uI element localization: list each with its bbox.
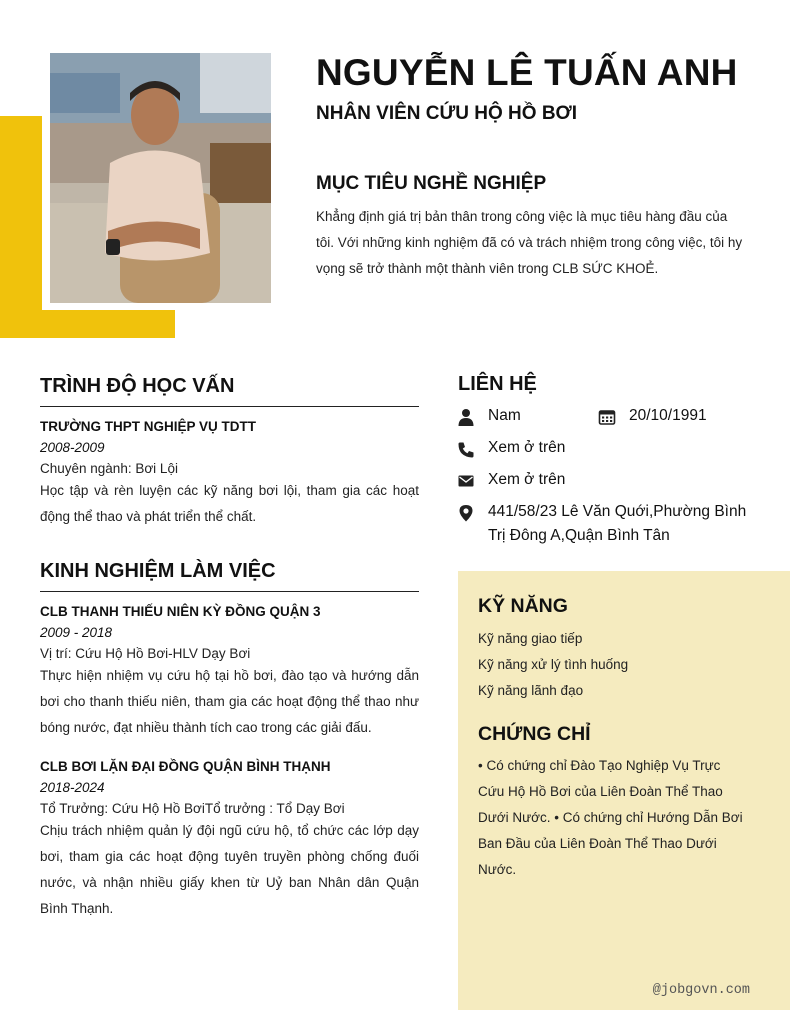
contact-phone: Xem ở trên bbox=[488, 439, 566, 456]
experience-period: 2018-2024 bbox=[40, 780, 105, 795]
experience-role: Tổ Trưởng: Cứu Hộ Hồ BơiTổ trưởng : Tổ Dạy Bơi bbox=[40, 801, 345, 816]
certificates-text: • Có chứng chỉ Đào Tạo Nghiệp Vụ Trực Cứu Hộ Hồ Bơi của Liên Đoàn Thể Thao Dưới Nước. • Có chứng chỉ Hướng Dẫn Bơi Ban Đầu của Liên Đoàn Thể Thao Dưới Nước. bbox=[478, 758, 743, 877]
email-icon bbox=[457, 472, 475, 490]
experience-company: CLB THANH THIẾU NIÊN KỲ ĐỒNG QUẬN 3 bbox=[40, 604, 321, 619]
watermark: @jobgovn.com bbox=[652, 983, 750, 998]
objective-title: MỤC TIÊU NGHỀ NGHIỆP bbox=[316, 173, 547, 194]
candidate-name: NGUYỄN LÊ TUẤN ANH bbox=[316, 52, 738, 93]
certificates-title: CHỨNG CHỈ bbox=[478, 723, 591, 745]
contact-birthday: 20/10/1991 bbox=[629, 407, 707, 424]
objective-text: Khẳng định giá trị bản thân trong công việc là mục tiêu hàng đầu của tôi. Với những kinh nghiệm đã có và trách nhiệm trong công việc, tôi hy vọng sẽ trở thành một thành viên trong CLB SỨC KHOẺ. bbox=[316, 209, 743, 276]
experience-company: CLB BƠI LẶN ĐẠI ĐỒNG QUẬN BÌNH THẠNH bbox=[40, 759, 331, 774]
skills-certificates-panel bbox=[458, 571, 790, 1010]
profile-photo bbox=[50, 53, 271, 303]
person-icon bbox=[457, 408, 475, 426]
skill-item: Kỹ năng giao tiếp bbox=[478, 631, 583, 646]
education-period: 2008-2009 bbox=[40, 440, 105, 455]
calendar-icon bbox=[598, 408, 616, 426]
contact-address: 441/58/23 Lê Văn Quới,Phường Bình Trị Đông A,Quận Bình Tân bbox=[488, 503, 747, 544]
accent-bar-bottom bbox=[0, 310, 175, 338]
job-position: NHÂN VIÊN CỨU HỘ HỒ BƠI bbox=[316, 103, 578, 124]
education-description: Học tập và rèn luyện các kỹ năng bơi lội, tham gia các hoạt động thể thao và phát triển thể chất. bbox=[40, 483, 419, 524]
skill-item: Kỹ năng lãnh đạo bbox=[478, 683, 584, 698]
contact-gender: Nam bbox=[488, 407, 521, 424]
phone-icon bbox=[457, 441, 475, 459]
contact-title: LIÊN HỆ bbox=[458, 373, 537, 395]
education-school: TRƯỜNG THPT NGHIỆP VỤ TDTT bbox=[40, 419, 256, 434]
education-major: Chuyên ngành: Bơi Lội bbox=[40, 461, 178, 476]
skill-item: Kỹ năng xử lý tình huống bbox=[478, 657, 629, 672]
experience-period: 2009 - 2018 bbox=[40, 625, 113, 640]
skills-title: KỸ NĂNG bbox=[478, 595, 568, 617]
education-title: TRÌNH ĐỘ HỌC VẤN bbox=[40, 375, 419, 407]
experience-title: KINH NGHIỆM LÀM VIỆC bbox=[40, 560, 419, 592]
location-icon bbox=[457, 504, 475, 522]
experience-section bbox=[40, 560, 419, 922]
experience-description: Thực hiện nhiệm vụ cứu hộ tại hồ bơi, đào tạo và hướng dẫn bơi cho thanh thiếu niên, tham gia các hoạt động thể thao như bóng nước, đạt nhiều thành tích cao trong các giải đấu. bbox=[40, 668, 419, 735]
education-section bbox=[40, 375, 419, 530]
accent-bar-left bbox=[0, 116, 42, 338]
contact-email: Xem ở trên bbox=[488, 471, 566, 488]
experience-role: Vị trí: Cứu Hộ Hồ Bơi-HLV Dạy Bơi bbox=[40, 646, 251, 661]
experience-description: Chịu trách nhiệm quản lý đội ngũ cứu hộ, tổ chức các lớp dạy bơi, tham gia các hoạt động tuyên truyền phòng chống đuối nước, và nhận nhiều giấy khen từ Uỷ ban Nhân dân Quận Bình Thạnh. bbox=[40, 823, 419, 916]
